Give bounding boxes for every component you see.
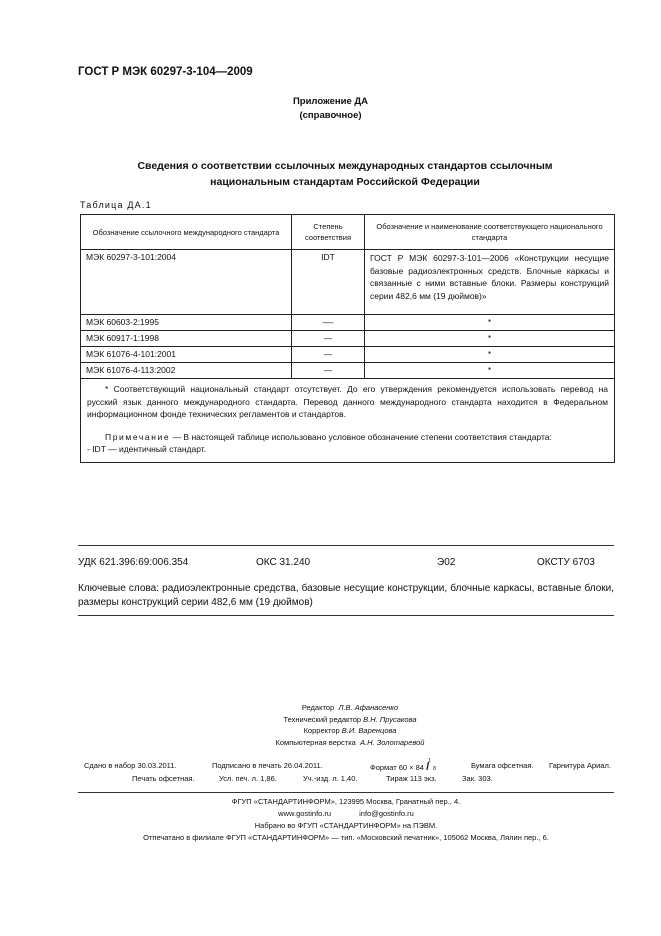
credit-role: Корректор (303, 726, 340, 735)
cell-degree: — (292, 331, 365, 347)
table-row (81, 315, 615, 331)
header-intl-standard: Обозначение ссылочного международного стандарта (81, 215, 292, 250)
header-degree: Степень соответствия (292, 215, 365, 250)
divider (78, 792, 614, 793)
cell-intl-standard: МЭК 61076-4-113:2002 (81, 363, 292, 379)
fraction-numerator: 1 (428, 758, 431, 764)
table-row (81, 363, 615, 379)
print-order: Зак. 303. (462, 774, 493, 783)
note-label: Примечание (105, 431, 171, 442)
cell-degree: — (292, 363, 365, 379)
credit-name: А.Н. Золотаревой (360, 737, 425, 747)
table-notes-row (81, 379, 615, 463)
print-sheets: Усл. печ. л. 1,86. (219, 774, 277, 783)
cell-degree: —- (292, 315, 365, 331)
publisher-site: www.gostinfo.ru (278, 809, 332, 818)
credit-role: Редактор (301, 703, 335, 712)
cell-degree: IDT (292, 250, 365, 315)
cell-national-standard: * (365, 315, 615, 331)
credit-role: Компьютерная верстка (275, 737, 356, 747)
fraction-denominator: 8 (433, 766, 436, 772)
cell-national-standard: ГОСТ Р МЭК 60297-3-101—2006 «Конструкции несущие базовые радиоэлектронных средств. Блочные каркасы и связанные с ними вставные блоки. Размеры конструкций серии 482,6 мм (19 дюймов)» (365, 250, 615, 315)
okstu-code: ОКСТУ 6703 (537, 557, 595, 568)
print-run: Тираж 113 экз. (386, 774, 437, 783)
publisher-address: ФГУП «СТАНДАРТИНФОРМ», 123995 Москва, Гранатный пер., 4. (231, 797, 461, 806)
cell-intl-standard: МЭК 61076-4-101:2001 (81, 347, 292, 363)
credit-editor (200, 702, 500, 714)
credit-name: Л.В. Афанасенко (338, 703, 399, 712)
print-method: Печать офсетная. (132, 774, 195, 783)
keywords: Ключевые слова: радиоэлектронные средства, базовые несущие конструкции, блочные каркасы, вставные блоки, размеры конструкций серии 482,6 мм (19 дюймов) (78, 583, 614, 608)
publisher-email: info@gostinfo.ru (359, 809, 414, 818)
print-format (370, 758, 438, 773)
credit-name: В.И. Варенцова (341, 726, 397, 735)
table-note (87, 431, 608, 444)
table-label: Таблица ДА.1 (80, 200, 152, 210)
table-header-row (81, 215, 615, 250)
section-title (110, 158, 580, 190)
print-submitted: Сдано в набор 30.03.2011. (84, 761, 177, 770)
credit-tech-editor (200, 714, 500, 726)
cell-intl-standard: МЭК 60297-3-101:2004 (81, 250, 292, 315)
table-footnote: * Соответствующий национальный стандарт отсутствует. До его утверждения рекомендуется использовать перевод на русский язык данного международного стандарта. Перевод данного международного стандарта находится в Федеральном информационном фонде технических регламентов и стандартов. (87, 384, 608, 419)
section-title-line-1: Сведения о соответствии ссылочных международных стандартов ссылочным (137, 160, 553, 172)
divider (78, 545, 614, 546)
publisher-typeset: Набрано во ФГУП «СТАНДАРТИНФОРМ» на ПЭВМ. (254, 821, 438, 830)
appendix-title: Приложение ДА (292, 96, 369, 107)
document-code: ГОСТ Р МЭК 60297-3-104—2009 (78, 66, 253, 78)
appendix-note: (справочное) (299, 110, 362, 121)
oks-code: ОКС 31.240 (256, 557, 311, 568)
udk-code: УДК 621.396:69:006.354 (78, 557, 189, 568)
print-signed: Подписано в печать 26.04.2011. (212, 761, 323, 770)
cell-national-standard: * (365, 331, 615, 347)
print-format-text: Формат 60 × 84 (370, 763, 424, 772)
table-row (81, 250, 615, 315)
credit-proofreader (200, 725, 500, 737)
print-font: Гарнитура Ариал. (549, 761, 611, 770)
print-paper: Бумага офсетная. (471, 761, 534, 770)
print-edition-sheets: Уч.-изд. л. 1,40. (303, 774, 358, 783)
credits (200, 702, 500, 748)
section-title-line-2: национальным стандартам Российской Федерации (210, 176, 480, 188)
divider (78, 615, 614, 616)
format-fraction (426, 758, 438, 773)
publisher-contacts (78, 808, 614, 820)
table-row (81, 347, 615, 363)
note-text: — В настоящей таблице использовано условное обозначение степени соответствия стандарта: (170, 431, 552, 442)
cell-national-standard: * (365, 347, 615, 363)
table-notes (81, 379, 615, 463)
publisher-printed: Отпечатано в филиале ФГУП «СТАНДАРТИНФОРМ» — тип. «Московский печатник», 105062 Москва, Лялин пер., 6. (143, 833, 549, 842)
cell-intl-standard: МЭК 60917-1:1998 (81, 331, 292, 347)
note-item: - IDT — идентичный стандарт. (87, 444, 207, 454)
credit-role: Технический редактор (283, 714, 362, 724)
standards-correspondence-table (80, 214, 615, 463)
cell-degree: — (292, 347, 365, 363)
table-row (81, 331, 615, 347)
credit-layout (200, 737, 500, 749)
header-national-standard: Обозначение и наименование соответствующего национального стандарта (365, 215, 615, 250)
cell-intl-standard: МЭК 60603-2:1995 (81, 315, 292, 331)
group-code: Э02 (437, 557, 456, 568)
credit-name: В.Н. Прусакова (363, 714, 417, 724)
cell-national-standard: * (365, 363, 615, 379)
fraction-slash: / (426, 761, 430, 773)
